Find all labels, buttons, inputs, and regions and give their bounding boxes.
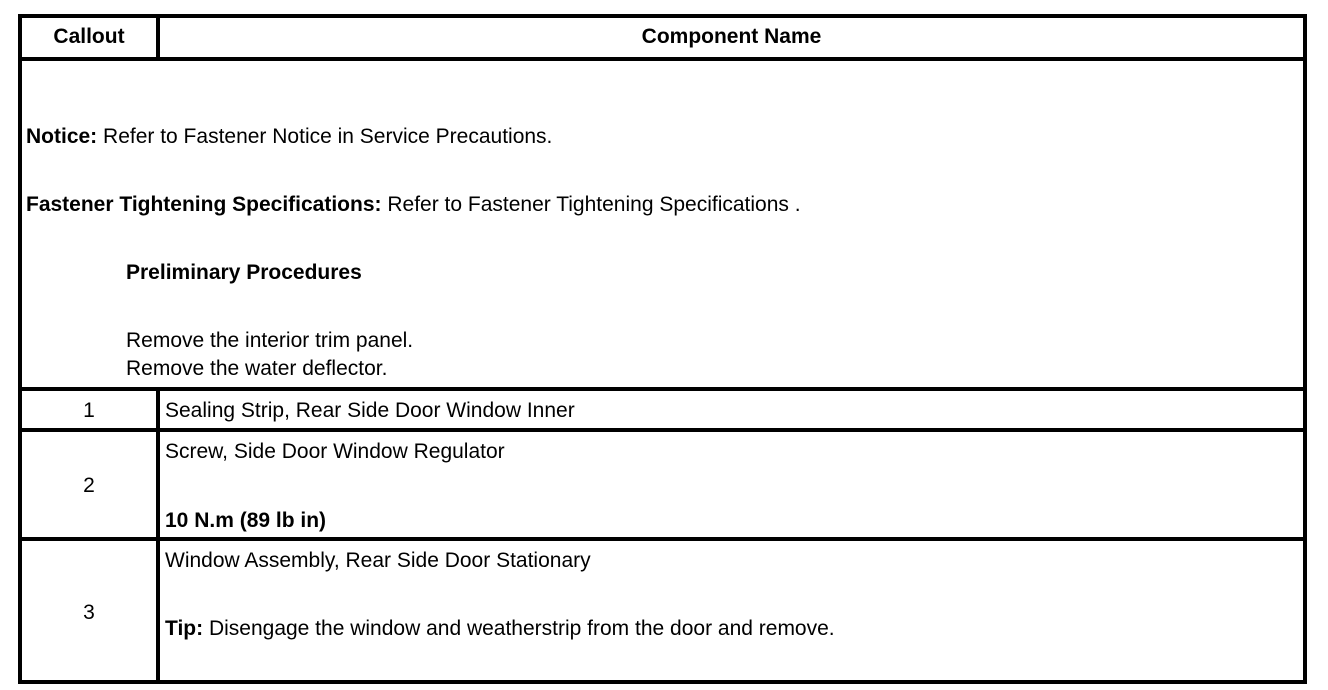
fastener-spec-label: Fastener Tightening Specifications: [26, 193, 382, 216]
row-2-callout: 2 [83, 474, 95, 497]
notice-text: Refer to Fastener Notice in Service Precautions. [97, 125, 553, 148]
notes-divider [22, 387, 1303, 391]
notice-label: Notice: [26, 125, 98, 148]
fastener-spec-line [26, 193, 801, 217]
header-divider [22, 57, 1303, 61]
header-component-name: Component Name [641, 25, 822, 48]
row-2-spec: 10 N.m (89 lb in) [165, 509, 327, 532]
row-3-name: Window Assembly, Rear Side Door Stationary [165, 549, 591, 572]
preliminary-title: Preliminary Procedures [126, 261, 362, 284]
row-1-divider [22, 428, 1303, 432]
rows-column-divider [156, 387, 160, 684]
preliminary-step: Remove the interior trim panel. [126, 329, 414, 352]
fastener-spec-text: Refer to Fastener Tightening Specifications . [381, 193, 801, 216]
notice-line [26, 125, 552, 149]
row-2-name: Screw, Side Door Window Regulator [165, 440, 505, 463]
row-2-divider [22, 537, 1303, 541]
header-callout: Callout [53, 25, 125, 48]
component-table [18, 14, 1307, 684]
tip-label: Tip: [165, 617, 204, 640]
preliminary-step: Remove the water deflector. [126, 357, 388, 380]
tip-text: Disengage the window and weatherstrip from the door and remove. [203, 617, 835, 640]
row-1-callout: 1 [83, 399, 95, 422]
row-3-tip [165, 617, 835, 641]
row-3-callout: 3 [83, 601, 95, 624]
row-1-name: Sealing Strip, Rear Side Door Window Inner [165, 399, 575, 422]
